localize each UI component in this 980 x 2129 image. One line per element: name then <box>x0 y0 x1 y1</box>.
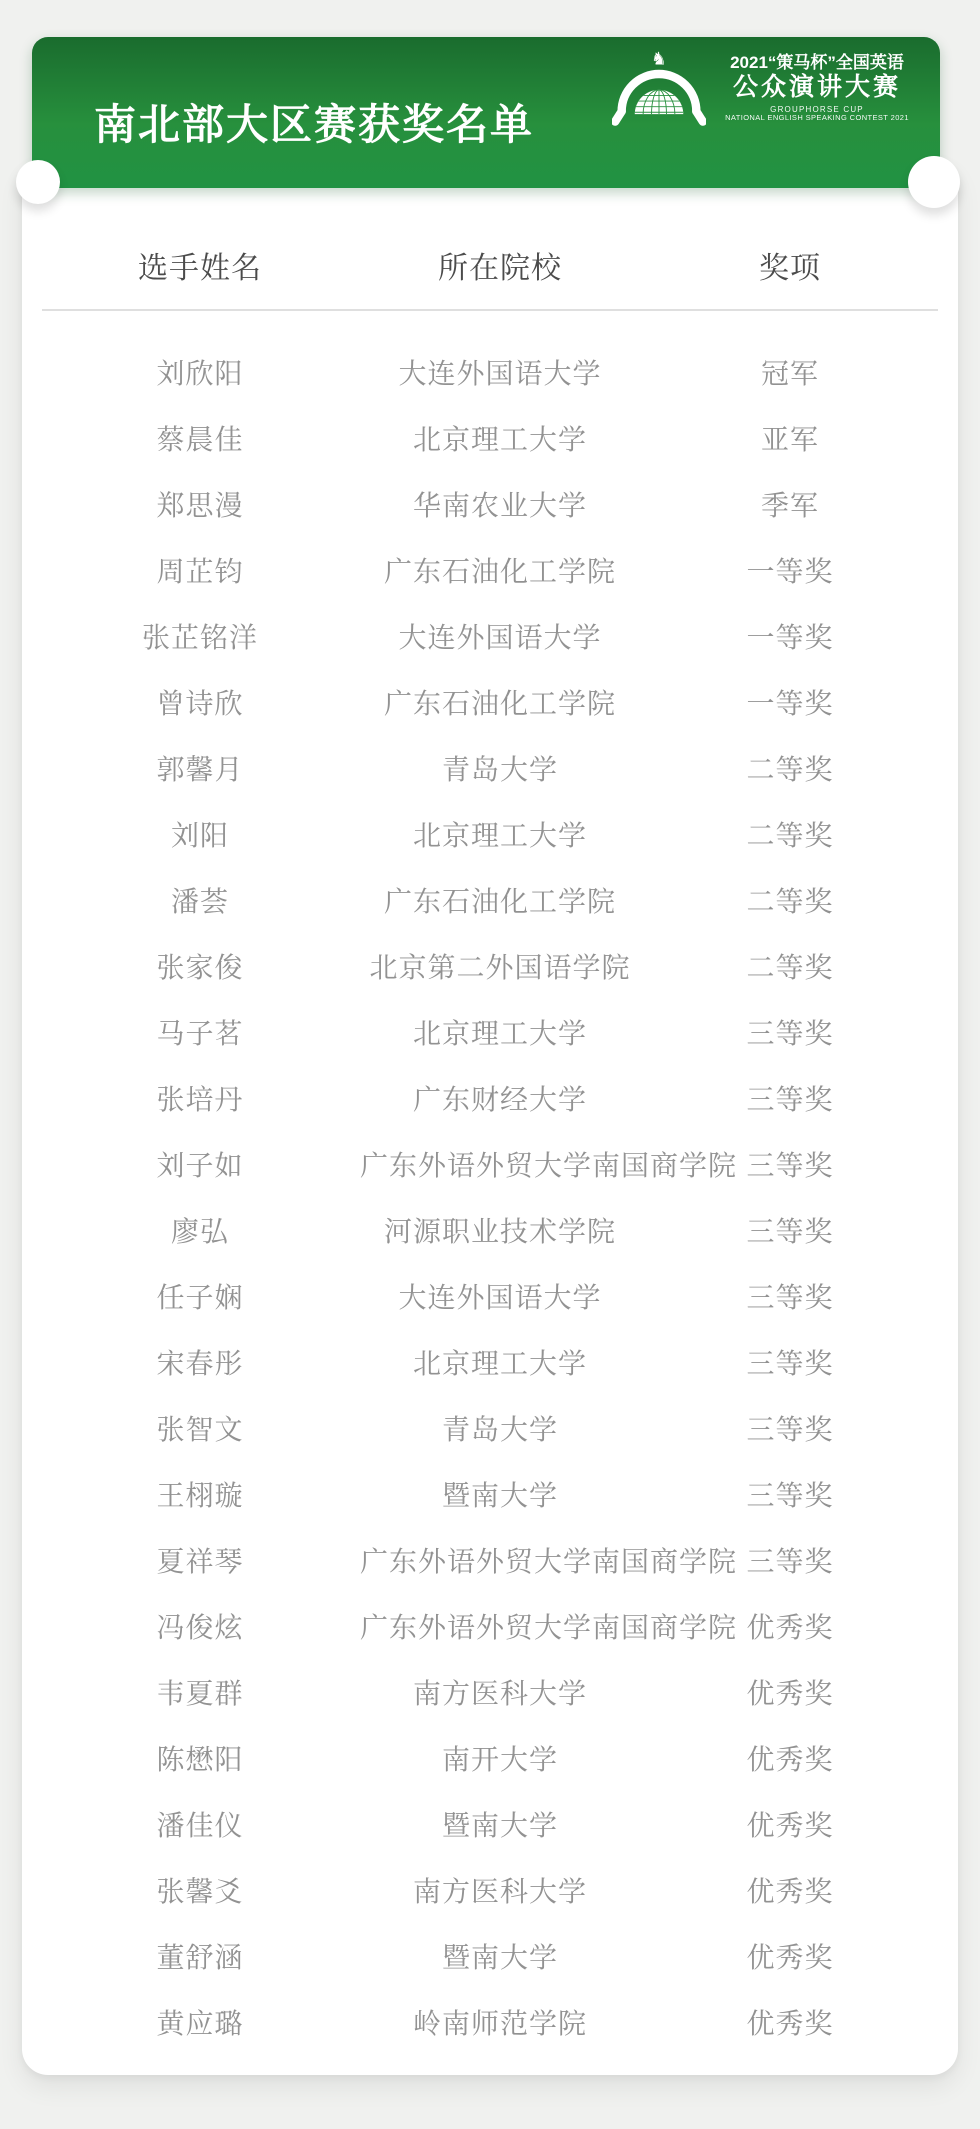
cell-name: 刘欣阳 <box>156 358 244 389</box>
cell-school: 华南农业大学 <box>412 490 587 521</box>
cell-name: 刘子如 <box>156 1150 244 1181</box>
cell-school: 北京理工大学 <box>412 424 587 455</box>
award-list-card <box>22 159 958 2075</box>
table-row <box>40 1395 940 1461</box>
table-row <box>40 735 940 801</box>
cell-name: 任子娴 <box>156 1282 244 1313</box>
cell-name: 董舒涵 <box>156 1942 244 1973</box>
cell-award: 优秀奖 <box>746 2008 834 2039</box>
cell-name: 张培丹 <box>156 1084 244 1115</box>
cell-name: 宋春彤 <box>156 1348 244 1379</box>
table-row <box>40 1263 940 1329</box>
cell-name: 张智文 <box>156 1414 244 1445</box>
cell-school: 北京理工大学 <box>412 1018 587 1049</box>
table-header-row <box>40 243 940 287</box>
cell-award: 冠军 <box>760 358 819 389</box>
table-row <box>40 471 940 537</box>
cell-school: 大连外国语大学 <box>398 358 602 389</box>
cell-award: 优秀奖 <box>746 1612 834 1643</box>
cell-award: 一等奖 <box>746 622 834 653</box>
table-row <box>40 999 940 1065</box>
cell-award: 二等奖 <box>746 820 834 851</box>
cell-award: 二等奖 <box>746 754 834 785</box>
cell-name: 张家俊 <box>156 952 244 983</box>
table-row <box>40 1329 940 1395</box>
cell-school: 河源职业技术学院 <box>383 1216 616 1247</box>
cell-name: 马子茗 <box>156 1018 244 1049</box>
cell-award: 优秀奖 <box>746 1942 834 1973</box>
cell-school: 广东石油化工学院 <box>383 556 616 587</box>
cell-school: 南方医科大学 <box>412 1876 587 1907</box>
cell-school: 广东石油化工学院 <box>383 886 616 917</box>
cell-name: 张芷铭洋 <box>141 622 258 653</box>
table-row <box>40 867 940 933</box>
cell-name: 潘佳仪 <box>156 1810 244 1841</box>
table-row <box>40 1593 940 1659</box>
cell-school: 大连外国语大学 <box>398 622 602 653</box>
cell-name: 夏祥琴 <box>156 1546 244 1577</box>
cell-school: 岭南师范学院 <box>412 2008 587 2039</box>
column-header-award: 奖项 <box>759 252 821 285</box>
award-table <box>40 243 940 2055</box>
cell-award: 亚军 <box>760 424 819 455</box>
cell-award: 优秀奖 <box>746 1744 834 1775</box>
column-header-school: 所在院校 <box>438 252 562 285</box>
cell-award: 三等奖 <box>746 1282 834 1313</box>
cell-school: 暨南大学 <box>441 1480 558 1511</box>
cell-school: 北京第二外国语学院 <box>369 952 631 983</box>
cell-school: 青岛大学 <box>441 754 558 785</box>
contest-name-en1: GROUPHORSE CUP <box>770 105 864 115</box>
cell-award: 三等奖 <box>746 1150 834 1181</box>
table-row <box>40 669 940 735</box>
cell-name: 潘荟 <box>170 886 229 917</box>
svg-text:♞: ♞ <box>651 49 667 70</box>
cell-award: 三等奖 <box>746 1348 834 1379</box>
table-row <box>40 405 940 471</box>
table-row <box>40 1197 940 1263</box>
cell-name: 陈懋阳 <box>156 1744 244 1775</box>
table-row <box>40 1923 940 1989</box>
cell-name: 曾诗欣 <box>156 688 244 719</box>
ribbon-curl-left <box>16 160 60 204</box>
column-header-name: 选手姓名 <box>138 252 262 285</box>
cell-school: 大连外国语大学 <box>398 1282 602 1313</box>
cell-award: 优秀奖 <box>746 1678 834 1709</box>
table-row <box>40 339 940 405</box>
cell-school: 广东石油化工学院 <box>383 688 616 719</box>
table-row <box>40 603 940 669</box>
cell-name: 郑思漫 <box>156 490 244 521</box>
table-row <box>40 1791 940 1857</box>
cell-school: 广东外语外贸大学南国商学院 <box>360 1150 738 1181</box>
cell-award: 三等奖 <box>746 1216 834 1247</box>
table-row <box>40 1527 940 1593</box>
cell-name: 周芷钧 <box>156 556 244 587</box>
horse-rider-bridge-globe-icon <box>612 46 706 130</box>
contest-name-en2: NATIONAL ENGLISH SPEAKING CONTEST 2021 <box>725 113 909 123</box>
cell-award: 三等奖 <box>746 1084 834 1115</box>
cell-name: 冯俊炫 <box>156 1612 244 1643</box>
cell-name: 黄应璐 <box>156 2008 244 2039</box>
cell-award: 季军 <box>760 490 819 521</box>
contest-wordmark <box>718 53 916 123</box>
cell-school: 北京理工大学 <box>412 820 587 851</box>
cell-name: 张馨爻 <box>156 1876 244 1907</box>
table-row <box>40 1725 940 1791</box>
cell-award: 优秀奖 <box>746 1876 834 1907</box>
cell-name: 廖弘 <box>170 1216 229 1247</box>
cell-name: 王栩璇 <box>156 1480 244 1511</box>
cell-name: 韦夏群 <box>156 1678 244 1709</box>
contest-name-line1: 2021“策马杯”全国英语 <box>730 52 904 72</box>
cell-award: 三等奖 <box>746 1480 834 1511</box>
table-row <box>40 933 940 999</box>
table-row <box>40 1857 940 1923</box>
cell-name: 刘阳 <box>170 820 229 851</box>
cell-award: 一等奖 <box>746 556 834 587</box>
table-row <box>40 1659 940 1725</box>
table-row <box>40 537 940 603</box>
cell-name: 郭馨月 <box>156 754 244 785</box>
cell-award: 三等奖 <box>746 1546 834 1577</box>
cell-award: 二等奖 <box>746 952 834 983</box>
cell-school: 暨南大学 <box>441 1810 558 1841</box>
table-row <box>40 1065 940 1131</box>
cell-school: 广东外语外贸大学南国商学院 <box>360 1612 738 1643</box>
table-rows <box>40 311 940 2055</box>
cell-award: 二等奖 <box>746 886 834 917</box>
cell-award: 一等奖 <box>746 688 834 719</box>
cell-school: 暨南大学 <box>441 1942 558 1973</box>
cell-school: 南开大学 <box>441 1744 558 1775</box>
cell-award: 优秀奖 <box>746 1810 834 1841</box>
contest-logo <box>612 46 916 130</box>
table-row <box>40 801 940 867</box>
page-title: 南北部大区赛获奖名单 <box>94 101 535 148</box>
table-row <box>40 1989 940 2055</box>
cell-school: 青岛大学 <box>441 1414 558 1445</box>
ribbon-curl-right <box>908 156 960 208</box>
table-row <box>40 1461 940 1527</box>
cell-school: 广东外语外贸大学南国商学院 <box>360 1546 738 1577</box>
contest-name-line2: 公众演讲大赛 <box>732 73 901 102</box>
cell-school: 广东财经大学 <box>412 1084 587 1115</box>
table-row <box>40 1131 940 1197</box>
cell-award: 三等奖 <box>746 1018 834 1049</box>
cell-school: 南方医科大学 <box>412 1678 587 1709</box>
cell-award: 三等奖 <box>746 1414 834 1445</box>
header-banner <box>32 37 940 188</box>
cell-name: 蔡晨佳 <box>156 424 244 455</box>
cell-school: 北京理工大学 <box>412 1348 587 1379</box>
